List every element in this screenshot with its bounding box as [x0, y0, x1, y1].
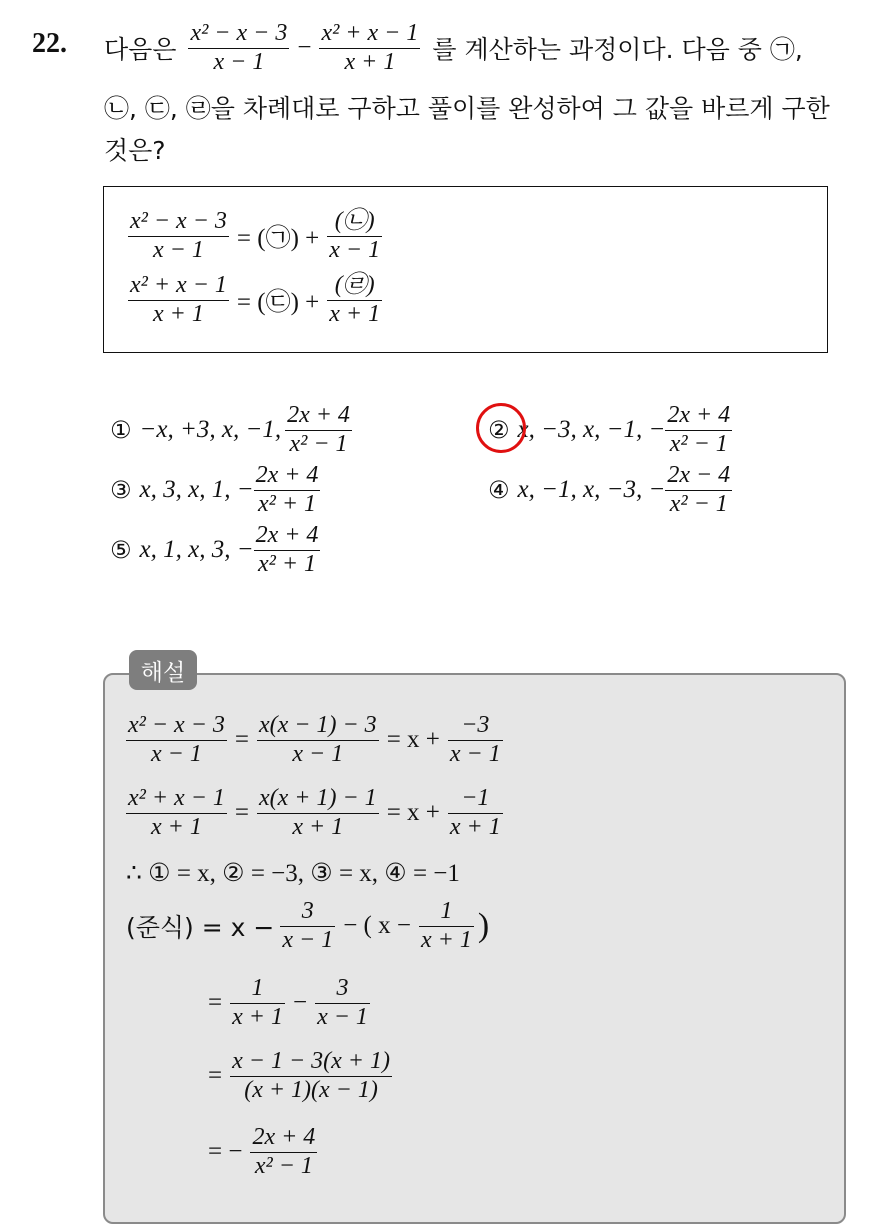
- fraction-numerator: 2x + 4: [667, 402, 731, 428]
- fraction-denominator: x + 1: [153, 301, 204, 328]
- solution-line-1: [126, 712, 503, 769]
- equation-prefix: (준식) = x −: [126, 913, 275, 943]
- fraction-numerator: x² + x − 1: [128, 785, 225, 811]
- fraction-numerator: 2x − 4: [667, 462, 731, 488]
- option-text: x, −3, x, −1, −: [517, 416, 666, 444]
- question-line-3: 것은?: [104, 136, 166, 165]
- fraction-numerator: x² − x − 3: [128, 712, 225, 738]
- option-text: x, 3, x, 1, −: [139, 476, 254, 504]
- question-line-2: ㉡, ㉢, ㉣을 차례대로 구하고 풀이를 완성하여 그 값을 바르게 구한: [104, 94, 830, 123]
- equation-middle: − ( x −: [343, 912, 411, 940]
- fraction-denominator: x² − 1: [289, 431, 348, 458]
- fraction-denominator: x − 1: [153, 237, 204, 264]
- fraction-denominator: x + 1: [449, 814, 501, 841]
- equation-middle: = x +: [386, 799, 440, 827]
- fraction-denominator: x² − 1: [669, 491, 728, 518]
- option-label: ⑤: [110, 536, 132, 565]
- fraction-numerator: x − 1 − 3(x + 1): [232, 1048, 390, 1074]
- solution-tag: 해설: [129, 650, 197, 690]
- equation-middle: = (㉠) +: [236, 225, 320, 253]
- equation-middle: = x +: [386, 726, 440, 754]
- box-equation-1: [128, 208, 382, 265]
- option-text: −x, +3, x, −1,: [139, 416, 282, 444]
- question-fraction-2: [319, 20, 420, 77]
- fraction-numerator: 3: [301, 898, 314, 924]
- fraction-denominator: x² + 1: [257, 551, 317, 578]
- fraction-numerator: −1: [461, 785, 490, 811]
- fraction-numerator: (㉡): [334, 208, 375, 234]
- solution-line-3: ∴ ① = x, ② = −3, ③ = x, ④ = −1: [126, 860, 460, 887]
- fraction-denominator: x + 1: [292, 814, 344, 841]
- option-label: ③: [110, 476, 132, 505]
- question-text-after: 를 계산하는 과정이다. 다음 중 ㉠,: [432, 35, 803, 65]
- equals-sign: =: [234, 799, 249, 827]
- fraction-denominator: x − 1: [329, 237, 381, 264]
- fraction-numerator: (㉣): [334, 272, 375, 298]
- option-label: ①: [110, 416, 132, 445]
- fraction-numerator: 2x + 4: [287, 402, 350, 428]
- fraction-numerator: x² + x − 1: [130, 272, 227, 298]
- fraction-denominator: x − 1: [449, 741, 501, 768]
- equals-sign: = −: [208, 1138, 243, 1166]
- minus-sign: −: [292, 989, 308, 1017]
- solution-line-6: [200, 1048, 392, 1105]
- fraction-numerator: x² − x − 3: [130, 208, 227, 234]
- fraction-numerator: 2x + 4: [255, 522, 319, 548]
- solution-line-7: [200, 1124, 317, 1181]
- fraction-denominator: x + 1: [344, 49, 396, 76]
- option-label: ②: [488, 416, 510, 445]
- option-4[interactable]: [488, 462, 732, 519]
- fraction-numerator: x² − x − 3: [190, 20, 288, 46]
- fraction-denominator: x − 1: [317, 1004, 368, 1031]
- fraction-denominator: x − 1: [151, 741, 202, 768]
- fraction-numerator: 3: [336, 975, 349, 1001]
- fraction-numerator: 2x + 4: [255, 462, 319, 488]
- fraction-numerator: x² + x − 1: [321, 20, 419, 46]
- fraction-numerator: 1: [251, 975, 264, 1001]
- solution-line-4: [126, 898, 489, 955]
- option-5[interactable]: [110, 522, 320, 579]
- option-1[interactable]: [110, 402, 352, 459]
- fraction-numerator: x(x + 1) − 1: [259, 785, 377, 811]
- equation-middle: = (㉢) +: [236, 289, 320, 317]
- option-3[interactable]: [110, 462, 320, 519]
- option-label: ④: [488, 476, 510, 505]
- option-text: x, −1, x, −3, −: [517, 476, 666, 504]
- solution-line-2: [126, 785, 503, 842]
- fraction-denominator: x + 1: [329, 301, 381, 328]
- fraction-numerator: −3: [461, 712, 490, 738]
- fraction-numerator: 2x + 4: [252, 1124, 316, 1150]
- fraction-denominator: x + 1: [232, 1004, 283, 1031]
- fraction-denominator: x − 1: [292, 741, 344, 768]
- fraction-denominator: x + 1: [151, 814, 202, 841]
- question-text-before: 다음은: [104, 35, 177, 65]
- box-equation-2: [128, 272, 382, 329]
- fraction-numerator: x(x − 1) − 3: [259, 712, 377, 738]
- fraction-denominator: x² + 1: [257, 491, 317, 518]
- question-line-1: [104, 20, 803, 77]
- solution-line-5: [200, 975, 370, 1032]
- fraction-denominator: x² − 1: [669, 431, 728, 458]
- minus-sign: −: [297, 34, 312, 62]
- question-number: 22.: [32, 28, 67, 59]
- fraction-denominator: x² − 1: [254, 1153, 313, 1180]
- fraction-denominator: x + 1: [420, 927, 472, 954]
- equals-sign: =: [208, 1062, 223, 1090]
- fraction-denominator: x − 1: [282, 927, 334, 954]
- question-fraction-1: [188, 20, 289, 77]
- fraction-denominator: (x + 1)(x − 1): [244, 1077, 378, 1104]
- fraction-denominator: x − 1: [213, 49, 265, 76]
- equals-sign: =: [208, 989, 223, 1017]
- option-text: x, 1, x, 3, −: [139, 536, 254, 564]
- fraction-numerator: 1: [440, 898, 453, 924]
- closing-paren: ): [477, 907, 490, 945]
- answer-marker-circle: [476, 403, 526, 453]
- equals-sign: =: [234, 726, 249, 754]
